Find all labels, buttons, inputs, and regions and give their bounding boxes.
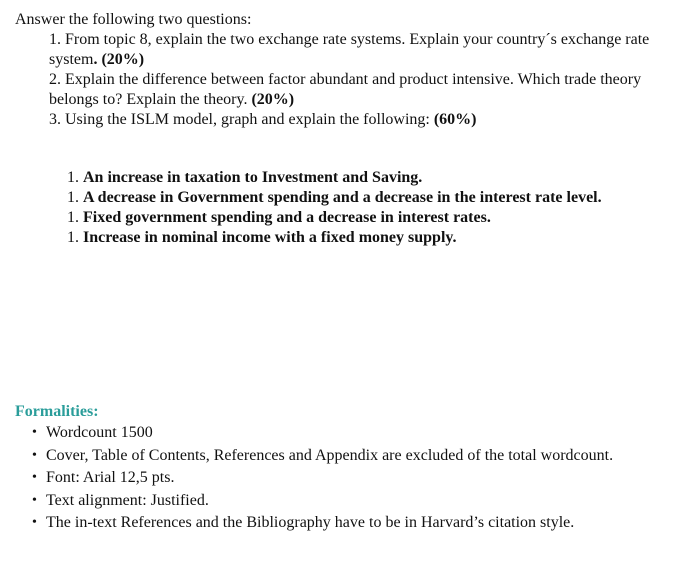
question-list [49, 30, 689, 130]
formalities-item-text: Cover, Table of Contents, References and Appendix are excluded of the total wordcount. [46, 446, 614, 464]
formalities-item-text: Text alignment: Justified. [46, 491, 209, 509]
sub-item-number: 1. [67, 169, 83, 186]
question-3-text: 3. Using the ISLM model, graph and explain the following: [49, 111, 434, 128]
formalities-item [32, 467, 682, 490]
question-3 [49, 110, 689, 130]
sub-item-text: An increase in taxation to Investment and Saving. [83, 169, 423, 186]
question-1 [49, 30, 689, 70]
question-2-text: 2. Explain the difference between factor abundant and product intensive. Which trade theory belongs to? Explain the theory. [49, 71, 642, 108]
sub-item-number: 1. [67, 209, 83, 226]
bullet-icon: • [32, 515, 37, 530]
sub-item-text: Fixed government spending and a decrease in interest rates. [83, 209, 491, 226]
formalities-item [32, 422, 682, 445]
islm-sub-item [67, 188, 602, 208]
question-3-weight: (60%) [433, 111, 477, 128]
intro-text: Answer the following two questions: [15, 11, 252, 28]
bullet-icon: • [32, 447, 37, 463]
bullet-icon: • [32, 492, 37, 508]
islm-sub-item [67, 228, 602, 248]
sub-item-number: 1. [67, 189, 83, 206]
question-1-text: 1. From topic 8, explain the two exchange rate systems. Explain your country´s exchange rate system [49, 31, 650, 68]
question-2 [49, 70, 689, 110]
question-2-weight: (20%) [251, 91, 295, 108]
sub-item-text: Increase in nominal income with a fixed money supply. [83, 229, 457, 246]
formalities-item [32, 445, 682, 468]
islm-sub-item [67, 208, 602, 228]
sub-item-text: A decrease in Government spending and a decrease in the interest rate level. [83, 189, 602, 206]
question-1-weight: . (20%) [93, 51, 145, 68]
islm-sub-item-list [67, 168, 602, 248]
formalities-item-text: Font: Arial 12,5 pts. [46, 469, 175, 486]
bullet-icon: • [32, 470, 37, 485]
formalities-item-text: The in-text References and the Bibliography have to be in Harvard’s citation style. [46, 514, 575, 531]
formalities-item [32, 490, 682, 513]
islm-sub-item [67, 168, 602, 188]
bullet-icon: • [32, 425, 37, 440]
formalities-list [32, 422, 682, 535]
formalities-item-text: Wordcount 1500 [46, 424, 153, 441]
formalities-item [32, 512, 682, 535]
sub-item-number: 1. [67, 229, 83, 246]
formalities-heading: Formalities: [15, 403, 99, 420]
